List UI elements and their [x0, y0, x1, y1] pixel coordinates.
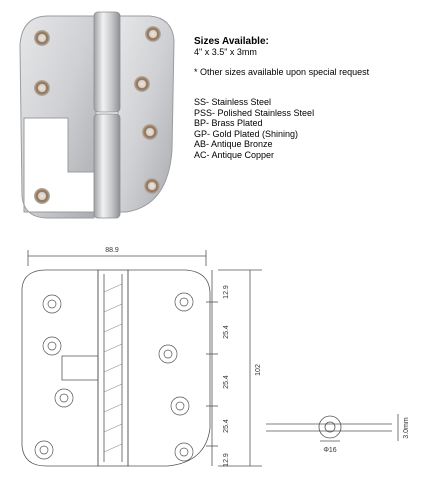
finish-item: BP- Brass Plated: [194, 118, 263, 128]
size-value: 4" x 3.5" x 3mm: [194, 47, 257, 57]
special-request-note: * Other sizes available upon special request: [194, 66, 370, 77]
finish-item: PSS- Polished Stainless Steel: [194, 107, 315, 118]
spacing-dimension: 12.9: [223, 285, 230, 299]
width-dimension: 88.9: [105, 247, 119, 254]
spacing-dimension: 25.4: [223, 375, 230, 389]
spacing-dimension: 25.4: [223, 325, 230, 339]
finish-item: AC- Antique Copper: [194, 149, 275, 160]
finish-item: AB- Antique Bronze: [194, 139, 273, 149]
spacing-dimension: 12.9: [223, 453, 230, 467]
finish-item: GP- Gold Plated (Shining): [194, 128, 299, 139]
drawing-cutout: [62, 356, 98, 380]
spacing-dimension: 25.4: [223, 419, 230, 433]
side-profile: [266, 414, 398, 441]
specifications-panel: [194, 36, 424, 160]
knuckle-diameter: Φ16: [323, 447, 337, 454]
drawing-screw-holes: [35, 293, 193, 461]
drawing-right-leaf: [128, 270, 210, 466]
hinge-photo: [0, 0, 190, 232]
technical-drawing: [0, 236, 427, 487]
thickness-dimension: 3.0mm: [403, 417, 410, 439]
left-leaf: [20, 16, 96, 218]
hinge-knuckle-upper: [94, 12, 120, 112]
height-dimension: 102: [255, 364, 262, 376]
finish-item: SS- Stainless Steel: [194, 97, 272, 107]
hinge-knuckle-lower: [94, 114, 120, 218]
sizes-heading: Sizes Available:: [194, 36, 269, 47]
